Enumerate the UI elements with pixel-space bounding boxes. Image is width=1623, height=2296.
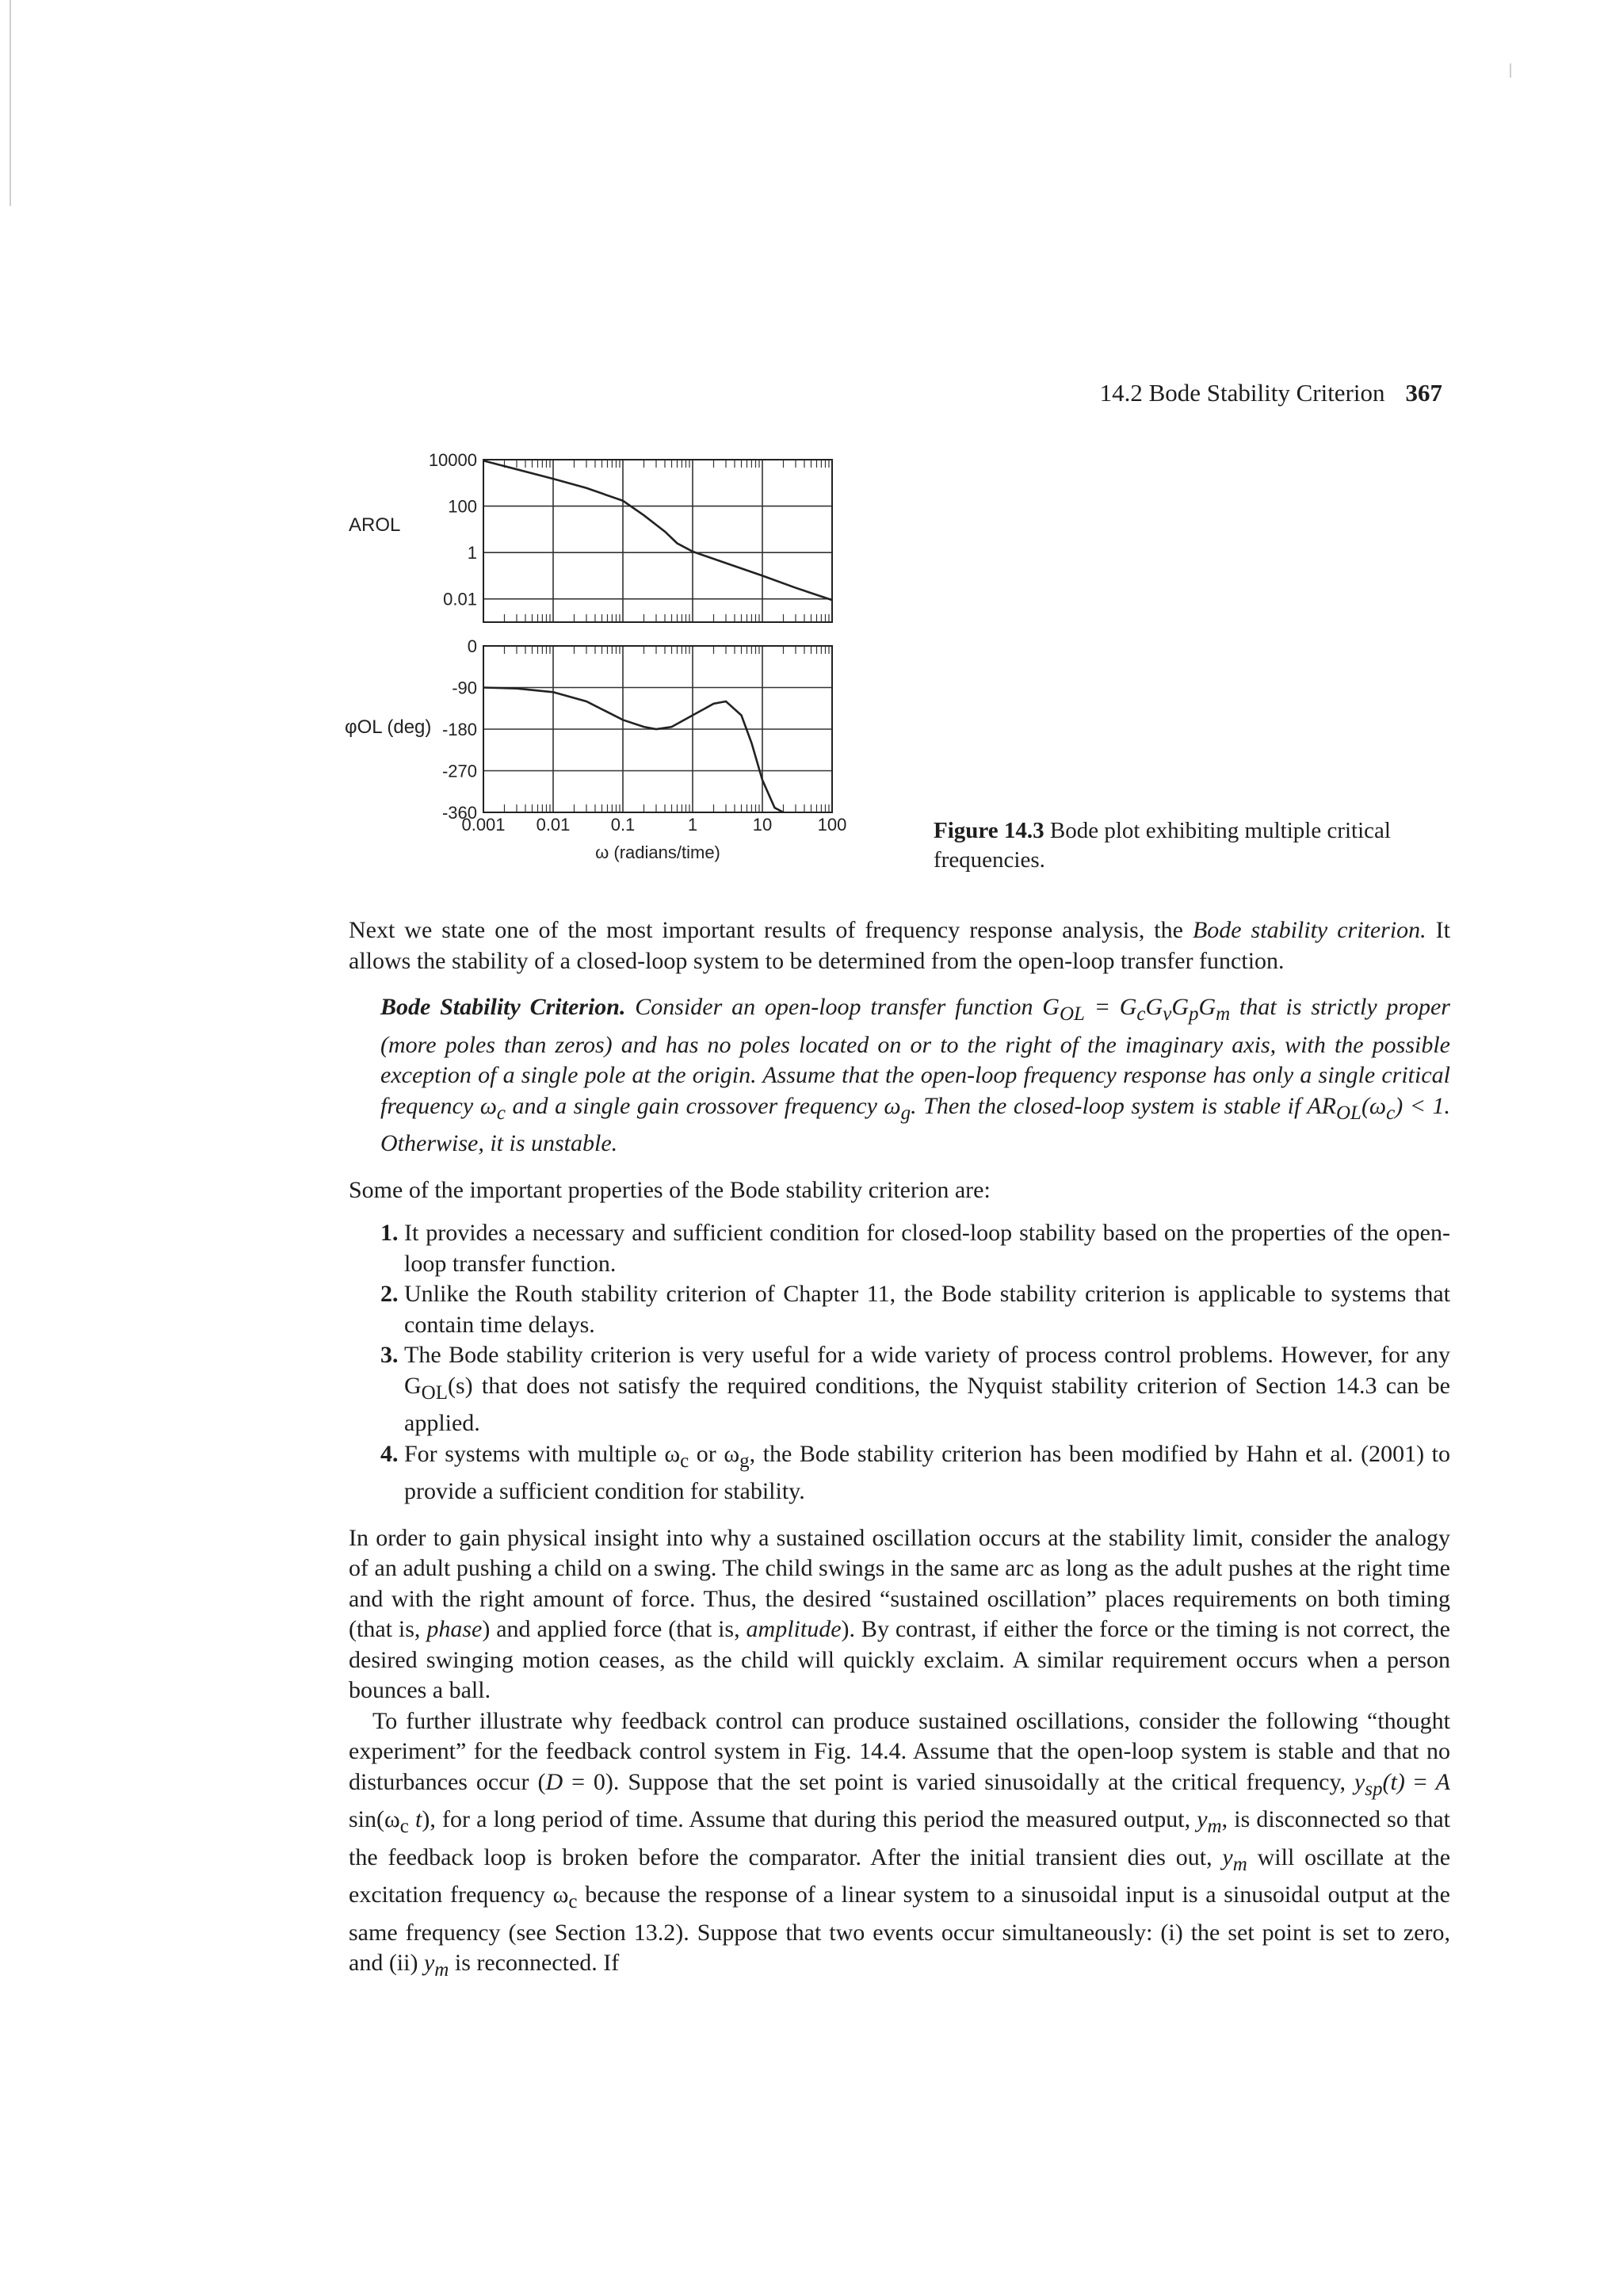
y-tick-label: -180 [441, 720, 477, 739]
phase-panel [345, 636, 832, 823]
x-tick-label: 0.01 [536, 815, 571, 835]
magnitude-axis-label: AROL [349, 514, 401, 536]
y-tick-label: -270 [441, 761, 477, 781]
swing-paragraph: In order to gain physical insight into why a sustained oscillation occurs at the stability limit, consider the analogy of an adult pushing a child on a swing. The child swings in the same arc as long as the adult pushes at the right time and with the right amount of force. Thus, the desired “sustained oscillation” places requirements on both timing (that is, phase) and applied force (that is, amplitude). By contrast, if either the force or the timing is not correct, the desired swinging motion ceases, as the child will quickly exclaim. A similar requirement occurs when a person bounces a ball. [349, 1524, 1450, 1703]
magnitude-series-line [483, 460, 832, 600]
header-page-number: 367 [1405, 379, 1442, 407]
magnitude-grid [483, 460, 832, 622]
magnitude-y-ticks [429, 450, 477, 609]
bode-plot-figure [301, 420, 935, 864]
running-header [1062, 379, 1442, 407]
figure-label: Figure 14.3 [934, 818, 1044, 843]
x-tick-label: 1 [687, 815, 698, 835]
y-tick-label: 0.01 [443, 589, 477, 609]
x-tick-labels [461, 815, 846, 835]
main-text [349, 915, 1450, 1986]
list-item: 3. The Bode stability criterion is very useful for a wide variety of process control problems. However, for any $G_{OL}(s)$ that does not satisfy the required conditions, the Nyquist stability criterion of Section 14.3 can be applied. [380, 1342, 1450, 1436]
figure-caption [934, 816, 1457, 875]
list-item: 2. Unlike the Routh stability criterion of Chapter 11, the Bode stability criterion is applicable to systems that contain time delays. [380, 1281, 1450, 1338]
x-tick-label: 0.1 [610, 815, 636, 835]
list-item: 1. It provides a necessary and sufficient condition for closed-loop stability based on the properties of the open-loop transfer function. [380, 1220, 1450, 1277]
bode-criterion-statement: Bode Stability Criterion. Consider an open-loop transfer function $G_{OL} = G_cG_vG_pG_m$ that is strictly proper (more poles than zeros) and has no poles located on or to the right of the imaginary axis, with the possible exception of a single pole at the origin. Assume that the open-loop frequency response has only a single critical frequency $\omega_c$ and a single gain crossover frequency $\omega_g$. Then the closed-loop system is stable if $AR_{OL}(\omega_c) < 1$. Otherwise, it is unstable. [380, 994, 1451, 1156]
y-tick-label: -90 [452, 678, 477, 698]
scan-mark [1510, 63, 1511, 78]
scan-edge-line [10, 0, 11, 206]
phase-axis-label: φOL (deg) [345, 716, 432, 738]
figure-caption-text: Bode plot exhibiting multiple critical frequencies. [934, 818, 1391, 873]
properties-list [349, 1218, 1450, 1507]
list-item: 4. For systems with multiple $\omega_c$ or $\omega_g$, the Bode stability criterion has been modified by Hahn et al. (2001) to provide a sufficient condition for stability. [380, 1440, 1450, 1504]
y-tick-label: 0 [467, 636, 477, 656]
y-tick-label: 10000 [428, 450, 477, 470]
intro-paragraph: Next we state one of the most important results of frequency response analysis, the Bode stability criterion. It allows the stability of a closed-loop system to be determined from the open-loop transfer function. [349, 917, 1450, 974]
phase-y-ticks [442, 636, 477, 823]
magnitude-frame [483, 460, 832, 622]
criterion-title: Bode Stability Criterion. [380, 994, 626, 1020]
phase-series-line [483, 688, 784, 813]
properties-intro: Some of the important properties of the Bode stability criterion are: [349, 1176, 991, 1203]
x-tick-label: 10 [752, 815, 773, 835]
x-tick-label: 0.001 [461, 815, 506, 835]
x-axis-label: ω (radians/time) [595, 842, 720, 862]
y-tick-label: -360 [441, 803, 477, 823]
header-section: 14.2 Bode Stability Criterion [1099, 379, 1385, 407]
magnitude-panel [349, 450, 832, 622]
thought-experiment-paragraph: To further illustrate why feedback control can produce sustained oscillations, consider the following “thought experiment” for the feedback control system in Fig. 14.4. Assume that the open-loop system is stable and that no disturbances occur (D = 0). Suppose that the set point is varied sinusoidally at the critical frequency, $y_{sp}(t) = A$ $\sin(\omega_c$ t), for a long period of time. Assume that during this period the measured output, $y_m$, is disconnected so that the feedback loop is broken before the comparator. After the initial transient dies out, $y_m$ will oscillate at the excitation frequency $\omega_c$ because the response of a linear system to a sinusoidal input is a sinusoidal output at the same frequency (see Section 13.2). Suppose that two events occur simultaneously: (i) the set point is set to zero, and (ii) $y_m$ is reconnected. If [349, 1707, 1451, 1981]
y-tick-label: 100 [448, 496, 477, 517]
y-tick-label: 1 [467, 543, 477, 563]
x-tick-label: 100 [817, 815, 847, 835]
